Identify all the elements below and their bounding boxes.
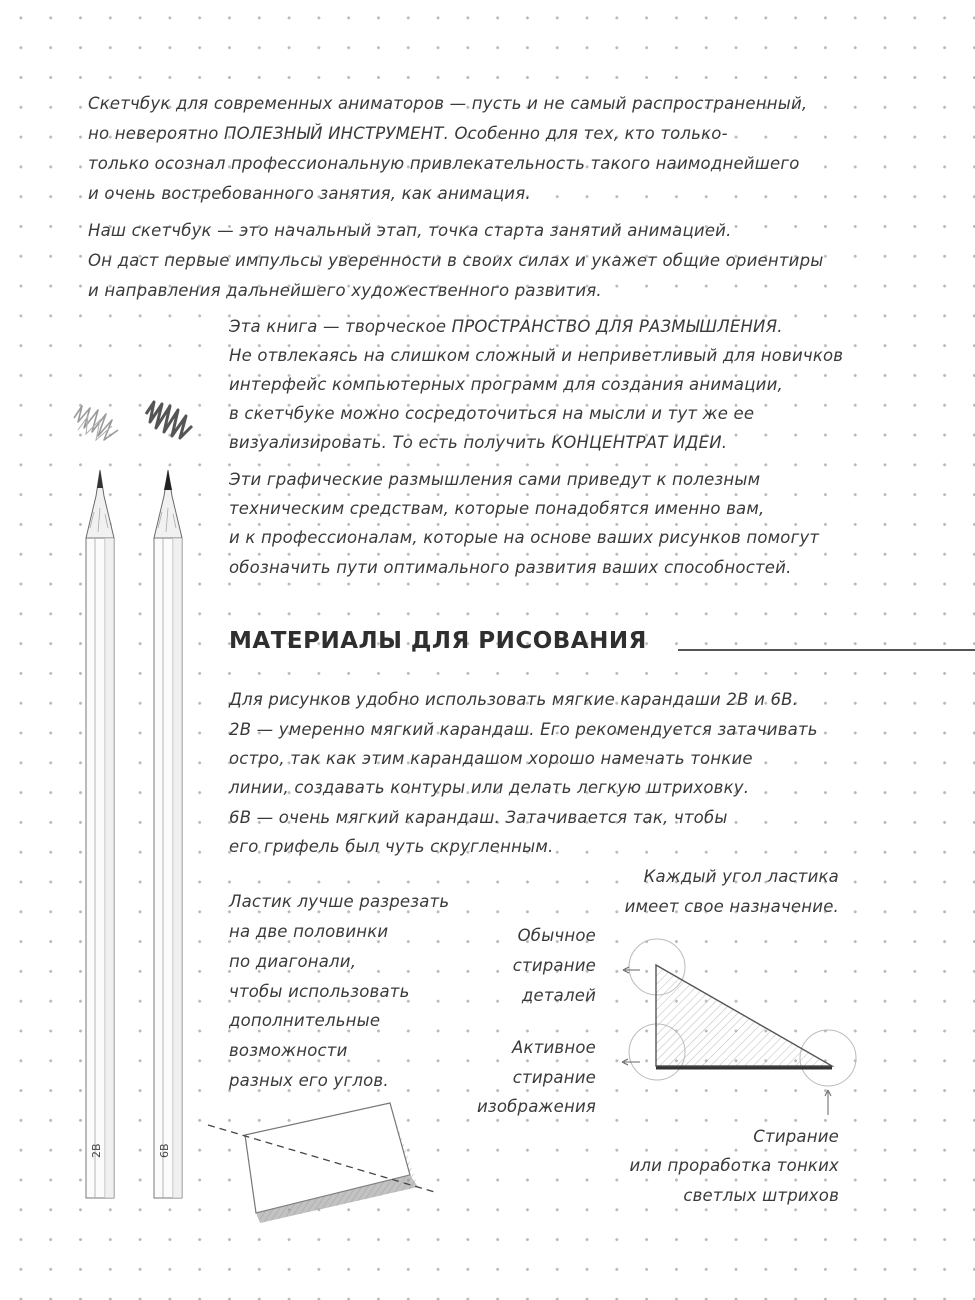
intro-line: но невероятно ПОЛЕЗНЫЙ ИНСТРУМЕНТ. Особенно для тех, кто только- (88, 124, 728, 143)
paragraph-line: Эта книга — творческое ПРОСТРАНСТВО ДЛЯ РАЗМЫШЛЕНИЯ. (229, 317, 783, 336)
eraser-block-illustration (200, 1095, 450, 1235)
label-line: Активное (512, 1038, 596, 1057)
label-line: изображения (476, 1097, 596, 1116)
label-line: светлых штрихов (683, 1186, 839, 1205)
paragraph-line: и направления дальнейшего художественного развития. (88, 281, 602, 300)
label-line: стирание (512, 1068, 596, 1087)
pencil-scribble-2b (68, 400, 128, 450)
paragraph-line: и к профессионалам, которые на основе ваших рисунков помогут (229, 528, 820, 547)
paragraph-line: Эти графические размышления сами приведут к полезным (229, 470, 761, 489)
paragraph-line: 6B — очень мягкий карандаш. Затачивается так, чтобы (229, 808, 728, 827)
label-line: деталей (521, 986, 596, 1005)
paragraph-line: обозначить пути оптимального развития ваших способностей. (229, 558, 792, 577)
note-line: по диагонали, (229, 952, 357, 971)
paragraph-line: Не отвлекаясь на слишком сложный и неприветливый для новичков (229, 346, 844, 365)
paragraph-line: Для рисунков удобно использовать мягкие карандаши 2B и 6B. (229, 690, 799, 709)
eraser-corners-diagram (600, 930, 870, 1110)
paragraph-line: Наш скетчбук — это начальный этап, точка старта занятий анимацией. (88, 221, 732, 240)
intro-line: только осознал профессиональную привлекательность такого наимоднейшего (88, 154, 800, 173)
note-line: на две половинки (229, 922, 389, 941)
paragraph-line: 2B — умеренно мягкий карандаш. Его рекомендуется затачивать (229, 720, 818, 739)
section-title: МАТЕРИАЛЫ ДЛЯ РИСОВАНИЯ (229, 628, 647, 654)
label-line: или проработка тонких (629, 1156, 839, 1175)
pencil-2b-illustration (80, 468, 120, 1208)
paragraph-line: техническим средствам, которые понадобятся именно вам, (229, 499, 765, 518)
note-line: имеет свое назначение. (624, 897, 839, 916)
pencil-6b-label: 6B (158, 1143, 171, 1158)
paragraph-line: его грифель был чуть скругленным. (229, 837, 554, 856)
note-line: дополнительные (229, 1011, 381, 1030)
paragraph-line: линии, создавать контуры или делать легкую штриховку. (229, 778, 750, 797)
pencil-6b-illustration (148, 468, 188, 1208)
paragraph-line: в скетчбуке можно сосредоточиться на мысли и тут же ее (229, 404, 755, 423)
label-line: Обычное (517, 926, 596, 945)
note-line: разных его углов. (229, 1071, 389, 1090)
section-rule (678, 649, 975, 651)
paragraph-line: интерфейс компьютерных программ для создания анимации, (229, 375, 783, 394)
note-line: Ластик лучше разрезать (229, 892, 450, 911)
note-line: чтобы использовать (229, 982, 410, 1001)
paragraph-line: остро, так как этим карандашом хорошо намечать тонкие (229, 749, 753, 768)
paragraph-line: Он даст первые импульсы уверенности в своих силах и укажет общие ориентиры (88, 251, 824, 270)
intro-line: Скетчбук для современных аниматоров — пусть и не самый распространенный, (88, 94, 808, 113)
label-line: стирание (512, 956, 596, 975)
paragraph-line: визуализировать. То есть получить КОНЦЕНТРАТ ИДЕИ. (229, 433, 728, 452)
note-line: Каждый угол ластика (643, 867, 839, 886)
pencil-scribble-6b (140, 398, 200, 448)
intro-line: и очень востребованного занятия, как анимация. (88, 184, 531, 203)
pencil-2b-label: 2B (90, 1143, 103, 1158)
label-line: Стирание (753, 1127, 839, 1146)
note-line: возможности (229, 1041, 348, 1060)
